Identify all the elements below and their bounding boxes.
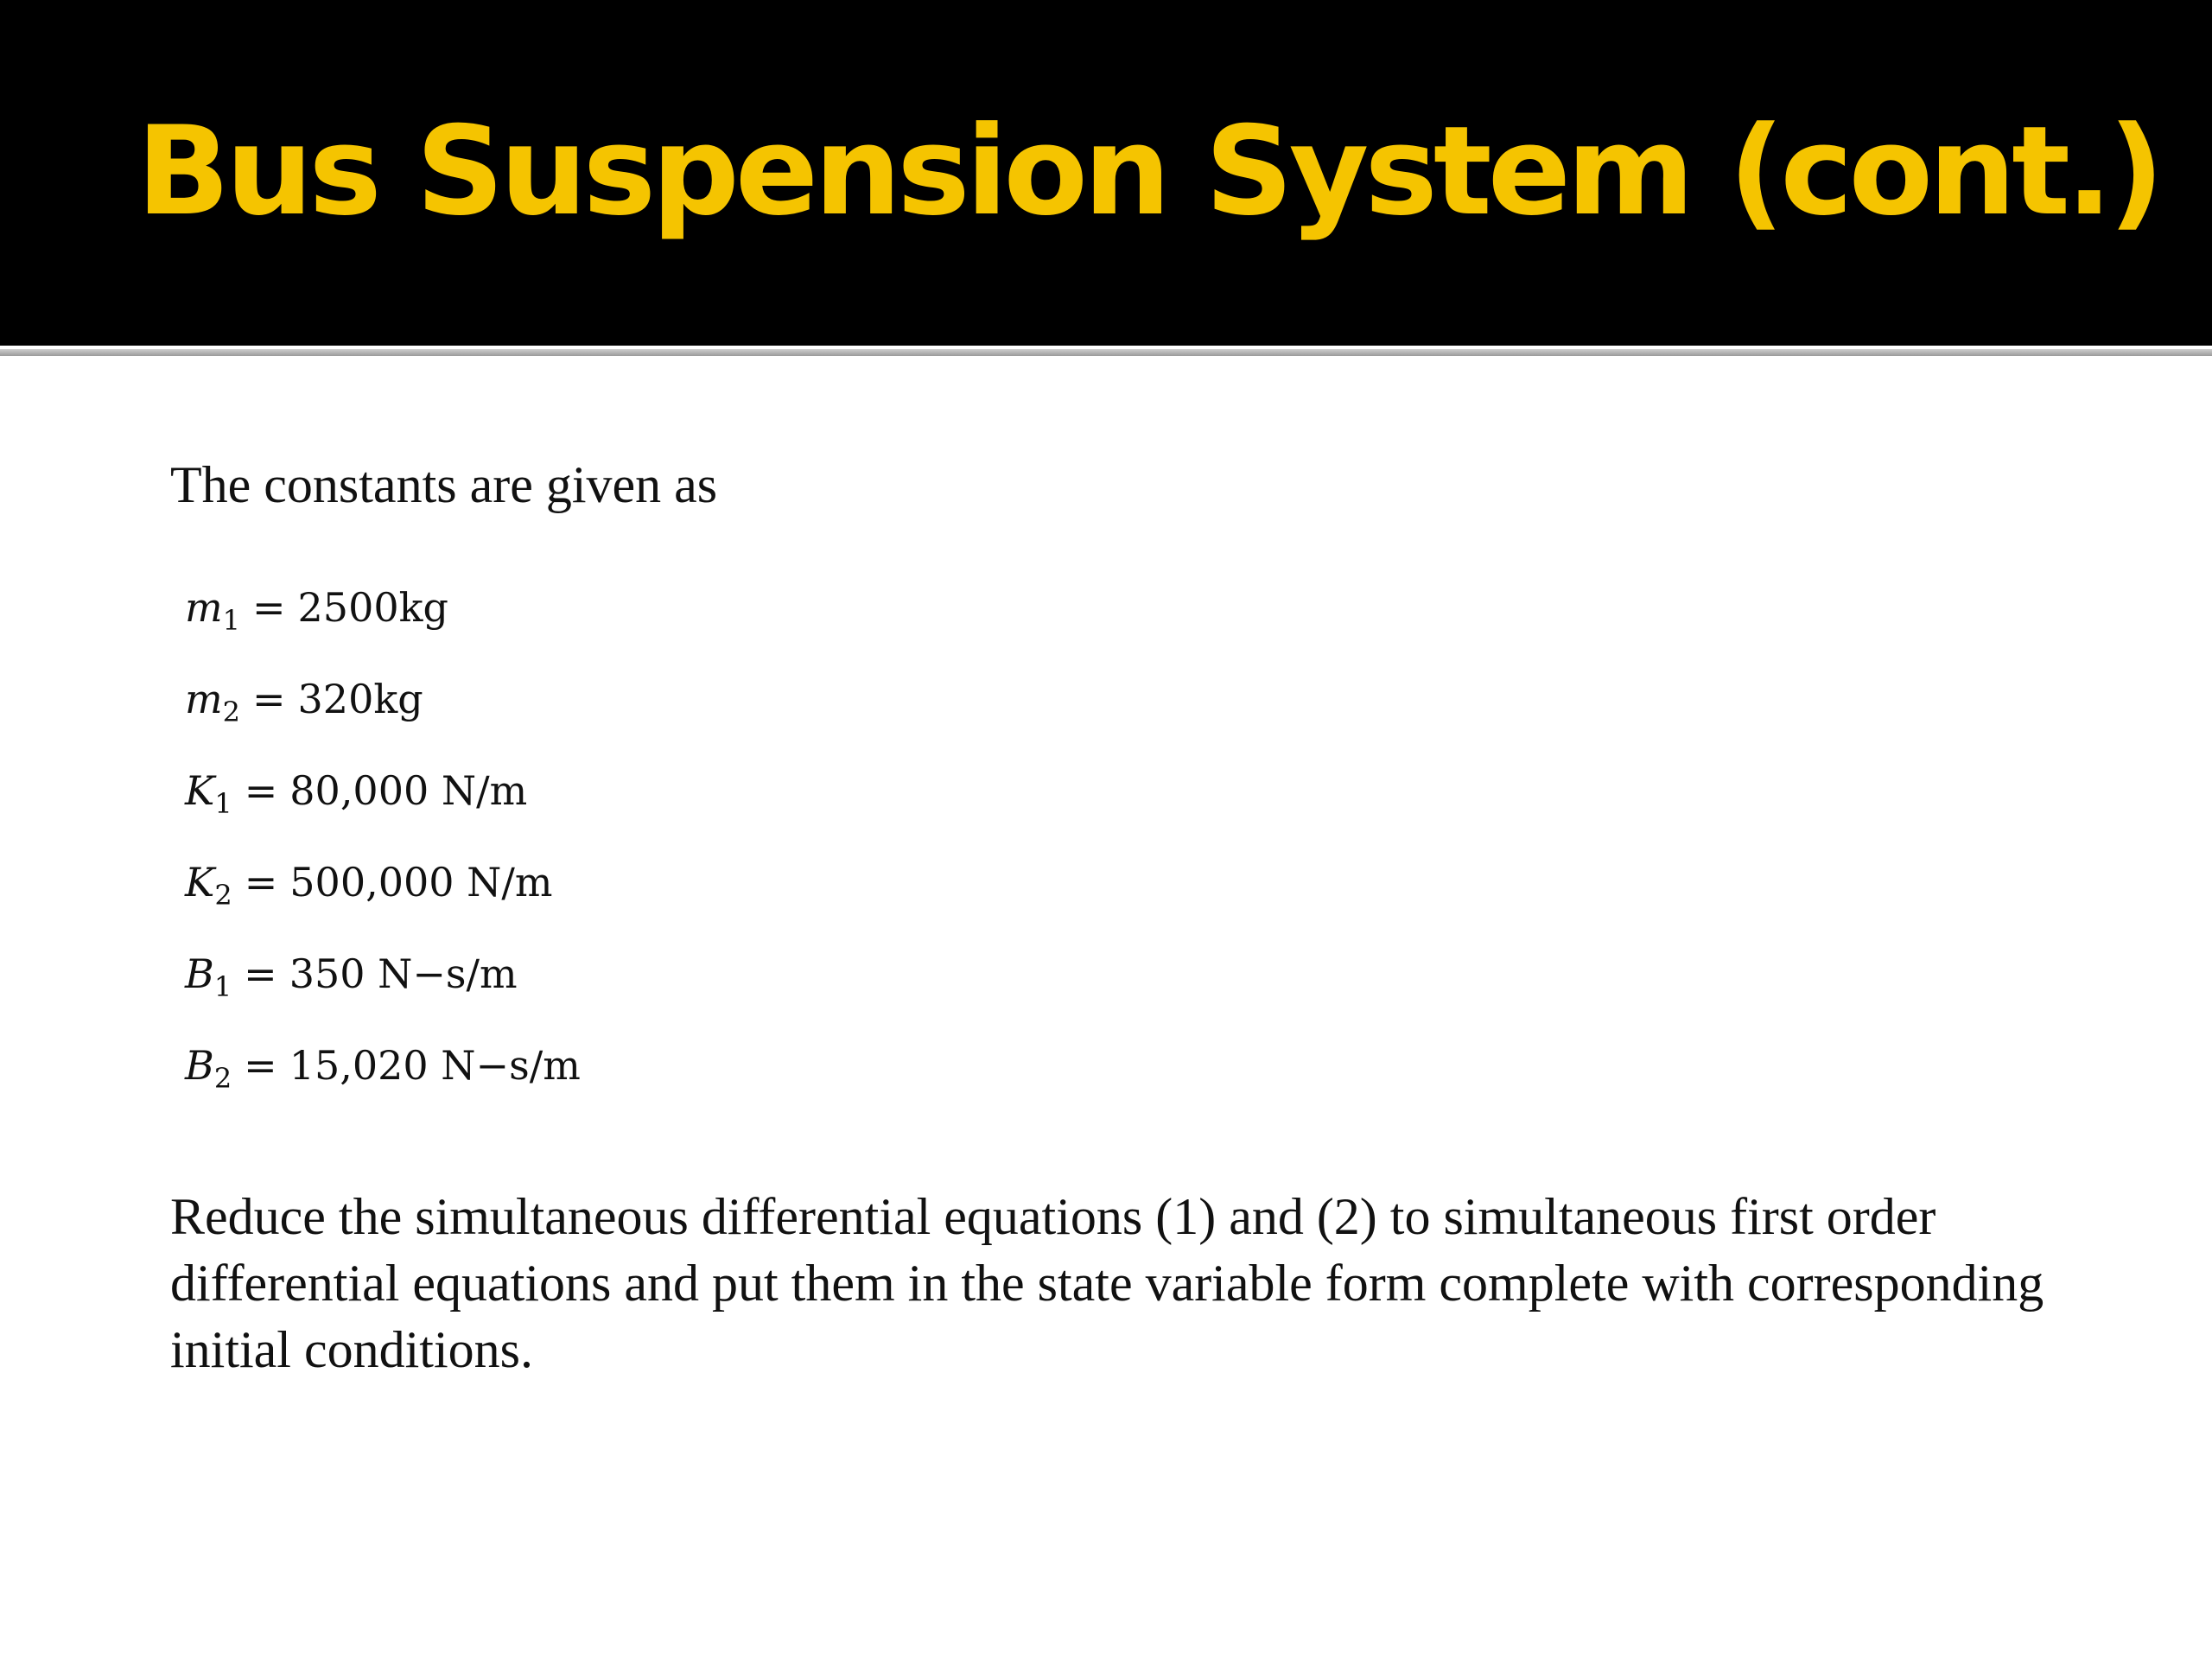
constant-b2 <box>185 1035 581 1127</box>
constant-k2 <box>185 852 581 944</box>
constant-value: 15,020 N−s/m <box>289 1042 581 1089</box>
constant-k1 <box>185 760 581 852</box>
constant-symbol: B <box>185 1042 214 1089</box>
slide-title: Bus Suspension System (cont.) <box>137 100 2160 243</box>
constant-value: 2500kg <box>297 584 448 631</box>
intro-text: The constants are given as <box>170 456 718 513</box>
constant-subscript: 1 <box>213 970 232 1003</box>
constant-value: 500,000 N/m <box>289 859 553 906</box>
constant-symbol: m <box>185 584 223 631</box>
constant-value: 350 N−s/m <box>289 950 518 997</box>
equals-sign: = <box>251 584 286 631</box>
equals-sign: = <box>244 859 278 906</box>
title-bar <box>0 0 2212 346</box>
constant-value: 320kg <box>297 676 423 722</box>
constant-m2 <box>185 669 581 760</box>
constant-subscript: 2 <box>222 696 240 728</box>
constant-b1 <box>185 944 581 1035</box>
equals-sign: = <box>251 676 286 722</box>
constant-value: 80,000 N/m <box>289 767 528 814</box>
constant-subscript: 2 <box>213 1062 232 1095</box>
constant-subscript: 1 <box>214 787 232 820</box>
constant-subscript: 1 <box>222 604 240 637</box>
constant-symbol: K <box>185 767 215 814</box>
constant-symbol: m <box>185 676 223 722</box>
equals-sign: = <box>244 1042 277 1089</box>
constants-list <box>185 577 581 1127</box>
constant-subscript: 2 <box>214 879 232 912</box>
constant-symbol: K <box>185 859 215 906</box>
constant-m1 <box>185 577 581 669</box>
equals-sign: = <box>244 950 277 997</box>
constant-symbol: B <box>185 950 214 997</box>
instruction-paragraph: Reduce the simultaneous differential equations (1) and (2) to simultaneous first order differential equations and put them in the state variable form complete with corresponding initial conditions. <box>170 1188 2044 1378</box>
title-divider <box>0 349 2212 356</box>
equals-sign: = <box>244 767 278 814</box>
